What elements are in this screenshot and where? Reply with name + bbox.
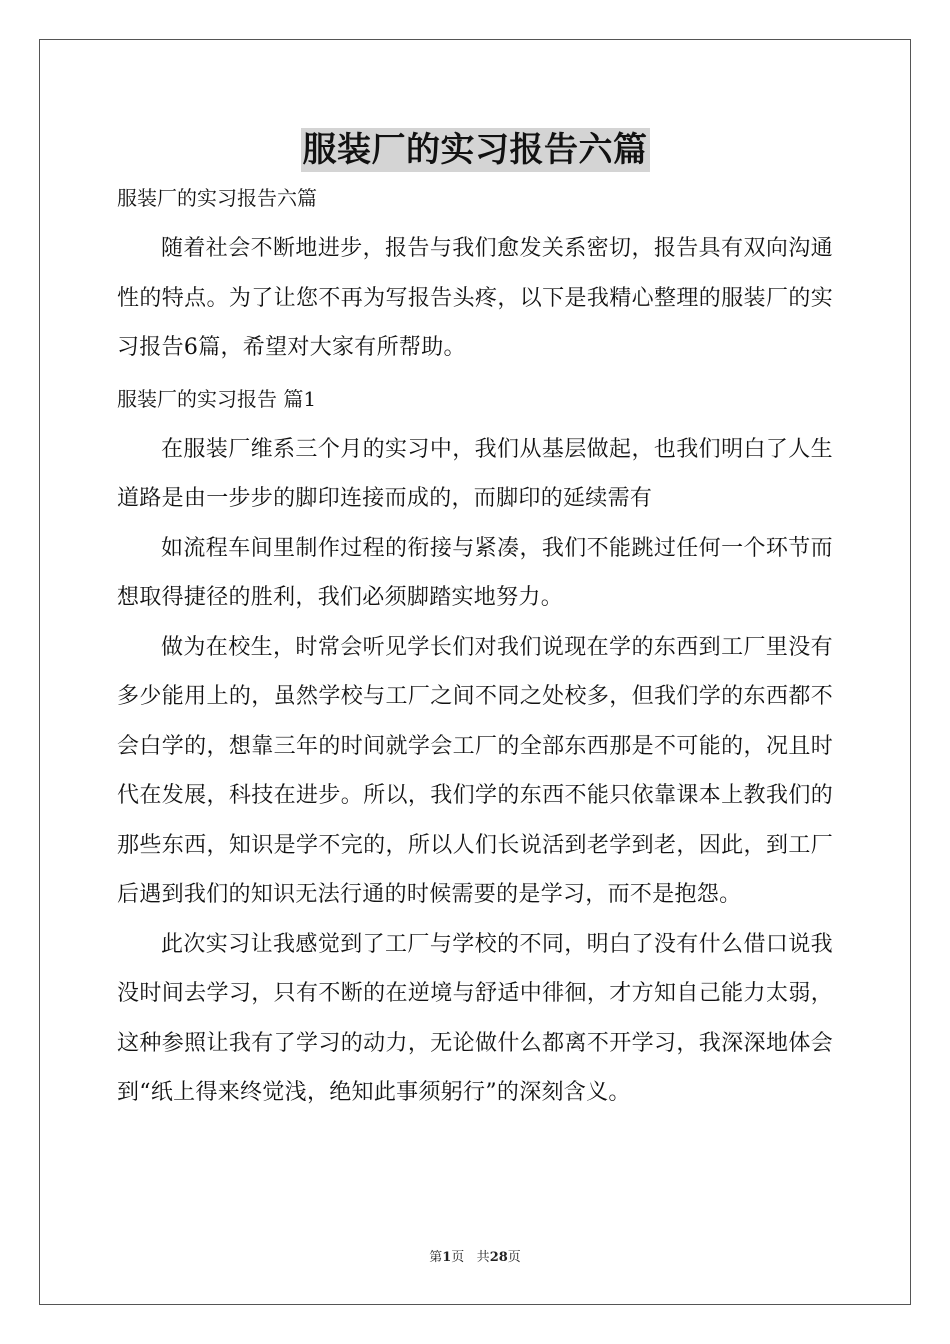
title-wrap — [0, 128, 950, 172]
document-title: 服装厂的实习报告六篇 — [302, 130, 648, 170]
footer-page-number: 1 — [442, 1250, 452, 1265]
document-subtitle: 服装厂的实习报告六篇 — [117, 186, 317, 210]
document-body — [117, 178, 833, 1118]
section-heading: 服装厂的实习报告 篇1 — [117, 386, 317, 411]
footer-total-suffix: 页 — [507, 1250, 521, 1265]
body-paragraph-3: 做为在校生，时常会听见学长们对我们说现在学的东西到工厂里没有多少能用上的，虽然学校与工厂之间不同之处校多，但我们学的东西都不会白学的，想靠三年的时间就学会工厂的全部东西那是不可能的，况且时代在发展，科技在进步。所以，我们学的东西不能只依靠课本上教我们的那些东西，知识是学不完的，所以人们长说活到老学到老，因此，到工厂后遇到我们的知识无法行通的时候需要的是学习，而不是抱怨。 — [117, 634, 833, 907]
body-paragraph-4: 此次实习让我感觉到了工厂与学校的不同，明白了没有什么借口说我没时间去学习，只有不断的在逆境与舒适中徘徊，才方知自己能力太弱，这种参照让我有了学习的动力，无论做什么都离不开学习，我深深地体会到“纸上得来终觉浅，绝知此事须躬行”的深刻含义。 — [117, 931, 833, 1105]
intro-paragraph: 随着社会不断地进步，报告与我们愈发关系密切，报告具有双向沟通性的特点。为了让您不再为写报告头疼，以下是我精心整理的服装厂的实习报告6篇，希望对大家有所帮助。 — [117, 236, 833, 360]
page-footer — [0, 1246, 950, 1265]
footer-total-prefix: 共 — [476, 1250, 490, 1265]
footer-page-prefix: 第 — [429, 1250, 443, 1265]
footer-total-pages: 28 — [489, 1250, 508, 1265]
body-paragraph-1: 在服装厂维系三个月的实习中，我们从基层做起，也我们明白了人生道路是由一步步的脚印连接而成的，而脚印的延续需有 — [117, 436, 833, 511]
footer-page-suffix: 页 — [451, 1250, 465, 1265]
body-paragraph-2: 如流程车间里制作过程的衔接与紧凑，我们不能跳过任何一个环节而想取得捷径的胜利，我们必须脚踏实地努力。 — [117, 535, 833, 610]
